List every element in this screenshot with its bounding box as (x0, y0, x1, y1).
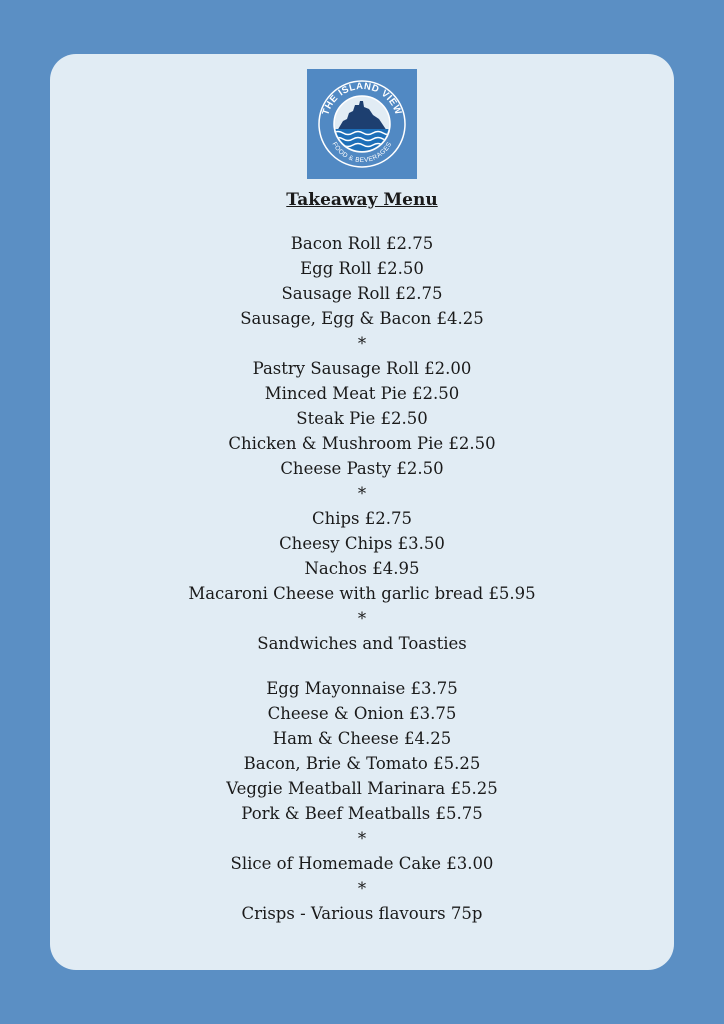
logo-tagline-text: FOOD & BEVERAGES (330, 141, 394, 165)
menu-item: Veggie Meatball Marinara £5.25 (226, 779, 498, 798)
menu-item: Bacon Roll £2.75 (290, 234, 434, 253)
menu-item: Egg Roll £2.50 (300, 259, 424, 278)
castle-on-island-icon (307, 69, 417, 179)
island-view-logo (307, 69, 417, 179)
menu-list (0, 231, 724, 926)
menu-item: Sausage Roll £2.75 (281, 284, 443, 303)
menu-item: Steak Pie £2.50 (296, 409, 428, 428)
menu-item: Nachos £4.95 (304, 559, 420, 578)
section-gap (0, 656, 724, 676)
menu-item: Macaroni Cheese with garlic bread £5.95 (188, 584, 536, 603)
section-separator: * (357, 484, 367, 503)
logo-brand-text: THE ISLAND VIEW (320, 80, 404, 117)
page-title: Takeaway Menu (286, 190, 438, 210)
section-separator: * (357, 609, 367, 628)
menu-item: Minced Meat Pie £2.50 (264, 384, 460, 403)
menu-item: Chicken & Mushroom Pie £2.50 (228, 434, 496, 453)
menu-item: Crisps - Various flavours 75p (241, 904, 483, 923)
menu-item: Bacon, Brie & Tomato £5.25 (243, 754, 481, 773)
menu-item: Ham & Cheese £4.25 (272, 729, 452, 748)
menu-item: Cheese Pasty £2.50 (280, 459, 444, 478)
menu-item: Pork & Beef Meatballs £5.75 (241, 804, 483, 823)
section-heading: Sandwiches and Toasties (257, 634, 467, 653)
section-separator: * (357, 334, 367, 353)
menu-item: Cheesy Chips £3.50 (279, 534, 445, 553)
menu-item: Slice of Homemade Cake £3.00 (230, 854, 494, 873)
menu-item: Cheese & Onion £3.75 (267, 704, 457, 723)
menu-item: Chips £2.75 (311, 509, 413, 528)
menu-item: Sausage, Egg & Bacon £4.25 (240, 309, 484, 328)
menu-item: Pastry Sausage Roll £2.00 (252, 359, 472, 378)
section-separator: * (357, 829, 367, 848)
section-separator: * (357, 879, 367, 898)
menu-item: Egg Mayonnaise £3.75 (266, 679, 458, 698)
